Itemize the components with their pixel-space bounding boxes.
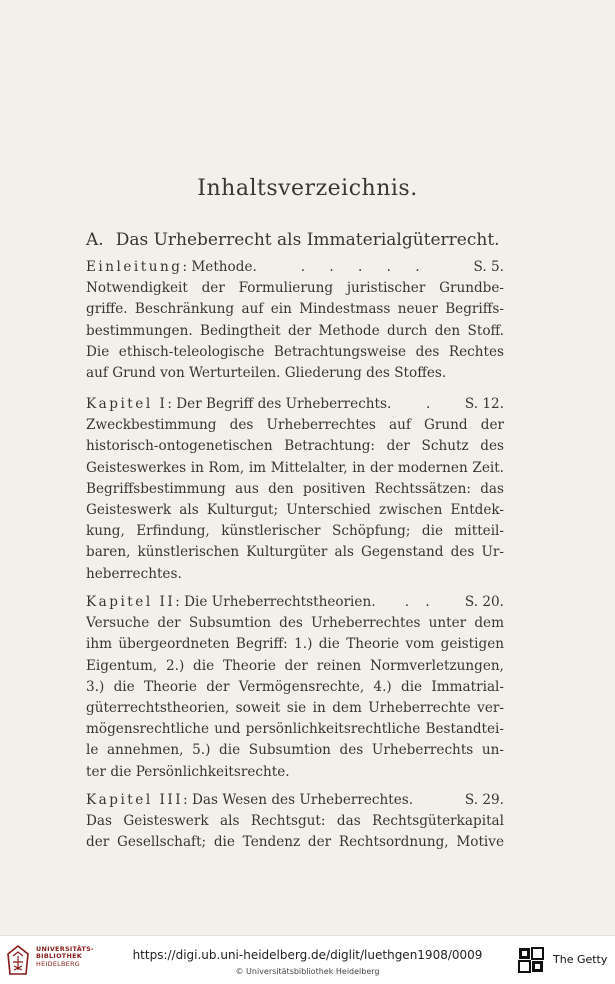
chapter-sep: :: [175, 594, 180, 610]
chapter-dots: .: [425, 396, 431, 412]
toc-entry-kapitel-1: [86, 394, 504, 585]
section-title: Das Urheberrecht als Immaterialgüterrecht.: [115, 230, 500, 250]
chapter-sep: :: [167, 396, 172, 412]
toc-line: Die ethisch-teleologische Betrachtungsweise des Rechtes: [86, 343, 504, 360]
toc-entry-heading: [86, 790, 504, 811]
toc-line: auf Grund von Werturteilen. Gliederung des Stoffes.: [86, 364, 447, 381]
chapter-page: S. 12.: [464, 396, 504, 412]
toc-line: der Gesellschaft; die Tendenz der Rechtsordnung, Motive: [86, 834, 504, 851]
chapter-label: Einleitung: [86, 259, 183, 275]
toc-line: griffe. Beschränkung auf ein Mindestmass neuer Begriffs-: [86, 301, 504, 318]
toc-line: Geisteswerkes in Rom, im Mittelalter, in der modernen Zeit.: [86, 459, 504, 476]
toc-line: heberrechtes.: [86, 565, 182, 582]
toc-line: baren, künstlerischen Kulturgüter als Gegenstand des Ur-: [86, 544, 504, 561]
chapter-name: Das Wesen des Urheberrechtes.: [192, 792, 414, 808]
toc-entry-heading: [86, 592, 504, 613]
toc-line: bestimmungen. Bedingtheit der Methode durch den Stoff.: [86, 322, 504, 339]
chapter-page: S. 5.: [473, 259, 504, 275]
institution-line: HEIDELBERG: [36, 959, 81, 968]
toc-line: 3.) die Theorie der Vermögensrechte, 4.) die Immatrial-: [86, 678, 504, 695]
page-title: Inhaltsverzeichnis.: [197, 176, 418, 201]
toc-line: Versuche der Subsumtion des Urheberrechtes unter dem: [86, 615, 504, 632]
chapter-name: Methode.: [191, 259, 257, 275]
toc-line: ihm übergeordneten Begriff: 1.) die Theorie vom geistigen: [86, 636, 504, 653]
chapter-sep: :: [183, 792, 188, 808]
permalink[interactable]: https://digi.ub.uni-heidelberg.de/diglit/luethgen1908/0009: [132, 948, 483, 962]
toc-line: historisch-ontogenetischen Betrachtung: der Schutz des: [86, 438, 504, 455]
chapter-page: S. 29.: [464, 792, 504, 808]
toc-entry-einleitung: [86, 257, 504, 384]
chapter-dots: . . . . .: [300, 259, 430, 275]
chapter-name: Der Begriff des Urheberrechts.: [176, 396, 392, 412]
toc-line: güterrechtstheorien, soweit sie in dem Urheberrechte ver-: [86, 699, 504, 716]
institution-line: UNIVERSITÄTS-: [36, 945, 94, 953]
toc-line: Das Geisteswerk als Rechtsgut: das Rechtsgüterkapital: [86, 813, 504, 830]
toc-entry-heading: [86, 394, 504, 415]
toc-line: kung, Erfindung, künstlerischer Schöpfung; die mitteil-: [86, 523, 504, 540]
viewer-footer: [0, 935, 615, 984]
toc-line: Zweckbestimmung des Urheberrechtes auf Grund der: [86, 417, 504, 434]
chapter-sep: :: [182, 259, 188, 275]
chapter-name: Die Urheberrechtstheorien.: [184, 594, 376, 610]
partner-name: The Getty: [553, 953, 608, 966]
copyright-notice: © Universitätsbibliothek Heidelberg: [235, 967, 380, 976]
getty-logo-icon: [518, 947, 544, 973]
chapter-page: S. 20.: [464, 594, 504, 610]
section-heading-a: [86, 230, 506, 250]
chapter-label: Kapitel III: [86, 792, 184, 808]
toc-line: le annehmen, 5.) die Subsumtion des Urheberrechts un-: [86, 742, 504, 759]
chapter-label: Kapitel II: [86, 594, 176, 610]
section-letter: A.: [86, 230, 104, 250]
toc-entry-kapitel-3: [86, 790, 504, 854]
toc-entry-kapitel-2: [86, 592, 504, 783]
toc-line: mögensrechtliche und persönlichkeitsrechtliche Bestandtei-: [86, 721, 504, 738]
chapter-dots: . .: [404, 594, 436, 610]
toc-line: Geisteswerk als Kulturgut; Unterschied zwischen Entdek-: [86, 501, 504, 518]
toc-line: Eigentum, 2.) die Theorie der reinen Normverletzungen,: [86, 657, 504, 674]
toc-line: ter die Persönlichkeitsrechte.: [86, 763, 290, 780]
institution-line: BIBLIOTHEK: [36, 952, 83, 961]
toc-line: Notwendigkeit der Formulierung juristischer Grundbe-: [86, 280, 504, 297]
toc-line: Begriffsbestimmung aus den positiven Rechtssätzen: das: [86, 480, 504, 497]
chapter-label: Kapitel I: [86, 396, 168, 412]
toc-entry-heading: [86, 257, 504, 278]
